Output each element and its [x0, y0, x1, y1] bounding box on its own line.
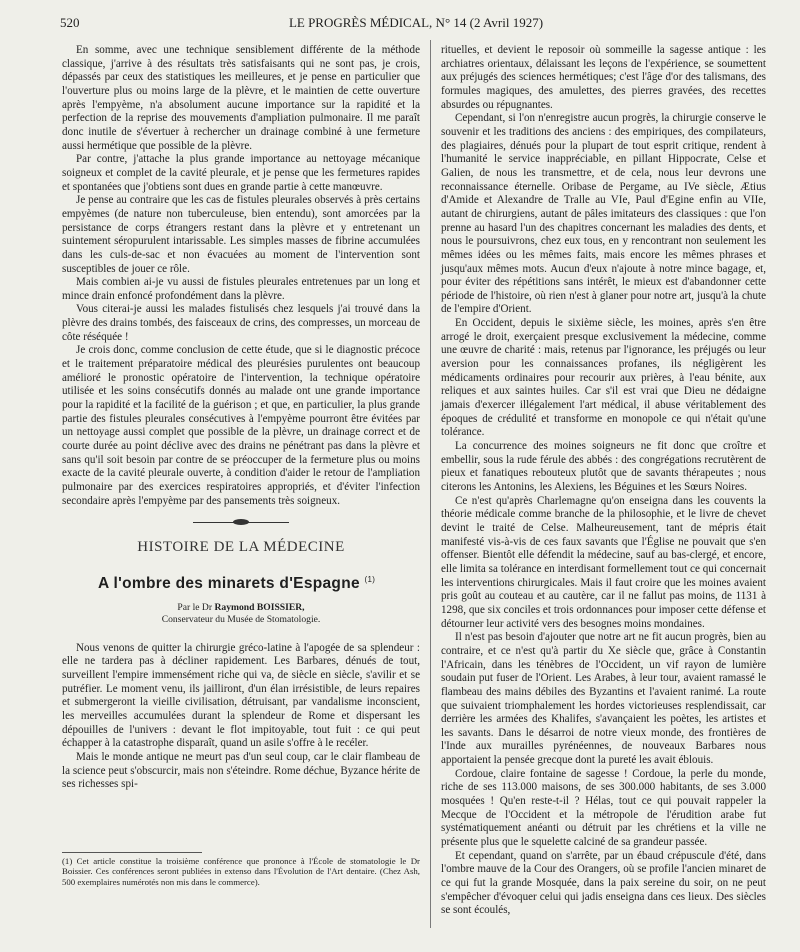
paragraph: Nous venons de quitter la chirurgie gréco-latine à l'apogée de sa splendeur : elle ne tardera pas à décliner rapidement. Les Barbares, dénués de tout, surveillent l'empire immensément riche qui va, de siècle en siècle, s'avilir et se putréfier. Le moment venu, ils jailliront, d'un élan irrésistible, de leurs repaires et submergeront la vieille civilisation, détruisant, par vandalisme inconscient, les merveilles accumulées durant la splendeur de Rome et dispersant les dépouilles de l'univers : devant le flot impitoyable, tout fuit : ce qui peut échapper à la catastrophe disparaît, quand un asile s'offre à le recéler.: [62, 641, 420, 750]
column-divider: [430, 40, 431, 928]
author-role: Conservateur du Musée de Stomatologie.: [161, 613, 321, 625]
paragraph: Par contre, j'attache la plus grande importance au nettoyage mécanique soigneux et complet de la cavité pleurale, et je pense que les fermetures rapides et spontanées que j'obtiens sont dues en grande partie à cette manœuvre.: [62, 153, 420, 193]
paragraph: Mais combien ai-je vu aussi de fistules pleurales entretenues par un long et mince drain enfoncé profondément dans la plèvre.: [62, 276, 420, 302]
running-title: LE PROGRÈS MÉDICAL, N° 14 (2 Avril 1927): [288, 15, 544, 30]
paragraph: Vous citerai-je aussi les malades fistulisés chez lesquels j'ai trouvé dans la plèvre des drains tombés, des faisceaux de crins, des compresses, un morceau de côte réséquée !: [62, 303, 420, 343]
paragraph: Et cependant, quand on s'arrête, par un ébaud crépuscule d'été, dans l'ombre mauve de la Cour des Orangers, où se profile l'ancien minaret de ce qui fut la grande Mosquée, dans la paix sereine du soir, on ne peut s'empêcher d'évoquer celui qui jadis enseigna dans ces lieux. Des siècles se sont écoulés,: [441, 849, 766, 917]
right-column: [441, 44, 766, 948]
paragraph: En somme, avec une technique sensiblement différente de la méthode classique, j'arrive à des résultats très satisfaisants qui ne sont pas, je crois, dépassés par ceux des statistiques les meilleures, et je pense en particulier que l'ouverture plus ou moins large de la plèvre, et le maintien de cette ouverture après l'empyème, n'a absolument aucune importance sur la rapidité et la perfection de la reprise des mouvements d'ampliation pulmonaire. Il me paraît donc inutile de s'évertuer à rechercher un drainage combiné à une fermeture aussi hermétique que possible de la plèvre.: [62, 44, 420, 152]
article-title: [62, 573, 420, 591]
footnote-rule: [62, 852, 202, 853]
running-header: [60, 15, 772, 31]
section-heading: HISTOIRE DE LA MÉDECINE: [137, 539, 345, 556]
page-number: 520: [60, 15, 80, 30]
paragraph: La concurrence des moines soigneurs ne fit donc que croître et embellir, sous la rude férule des abbés : des congrégations recrutèrent de pieux et fanatiques rebouteux plutôt que de savants thérapeutes ; nous citerons les Antonins, les Alexiens, les Béguines et les Sœurs Noires.: [441, 440, 766, 493]
paragraph: rituelles, et devient le reposoir où sommeille la sagesse antique : les archiatres orientaux, délaissant les leçons de l'expérience, se soumettent aux préjugés des sciences hermétiques; c'est l'âge d'or des talismans, des formules magiques, des amulettes, des pierres gravées, des recettes absurdes ou répugnantes.: [441, 44, 766, 111]
article-title-text: A l'ombre des minarets d'Espagne: [98, 575, 360, 593]
paragraph: Ce n'est qu'après Charlemagne qu'on enseigna dans les couvents la théorie médicale comme branche de la philosophie, et le livre de chevet devint le traité de Celse. Malheureusement, tant de mépris était manifesté vis-à-vis de ces faux savants que l'Église ne pouvait que s'en offenser. Bientôt elle défendit la médecine, sauf au bas-clergé, et encore, elle limita sa tolérance en interdisant formellement tout ce qui concernait les interventions chirurgicales. Mais il faut croire que les moines avaient pris goût au couteau et au cautère, car il ne fallut pas moins, de 1131 à 1298, que six conciles et trois ordonnances pour imposer cette défense et détourner leur activité vers des besognes moins mondaines.: [441, 494, 766, 630]
paragraph: En Occident, depuis le sixième siècle, les moines, après s'en être arrogé le droit, exerçaient presque exclusivement la médecine, comme une œuvre de charité : mais, retenus par l'ignorance, les préjugés ou leur aversion pour les connaissances profanes, ils négligèrent les médicaments ordinaires pour recourir aux prières, à l'eau bénite, aux reliques et aux saintes huiles. Car s'il est vrai que Dieu ne dédaigne jamais d'exercer illégalement l'art médical, il abuse véritablement des époques de crédulité et transforme en monopole ce qui n'était qu'une tolérance.: [441, 317, 766, 439]
section-ornament: [62, 516, 420, 528]
paragraph: Cordoue, claire fontaine de sagesse ! Cordoue, la perle du monde, riche de ses 113.000 maisons, de ses 300.000 habitants, de ses 3.000 mosquées ! Qu'en reste-t-il ? Hélas, tout ce qui pouvait rappeler la Mecque de l'Occident et la métropole de l'érudition arabe fut systématiquement anéanti ou détruit par les chrétiens et la ville ne présente plus que le squelette calciné de sa grandeur passée.: [441, 767, 766, 849]
footnote-marker: (1): [364, 574, 376, 584]
footnote: (1) Cet article constitue la troisième conférence que prononce à l'École de stomatologie le Dr Boissier. Ces conférences seront publiées in extenso dans l'Évolution de l'Art dentaire. (Chez Ash, 500 exemplaires numérotés non mis dans le commerce).: [62, 856, 420, 887]
paragraph: Il n'est pas besoin d'ajouter que notre art ne fit aucun progrès, bien au contraire, et ce n'est qu'à partir du Xe siècle que, grâce à Constantin l'Africain, dans les ténèbres de l'Occident, un vif rayon de lumière soudain put fuser de l'Orient. Les Arabes, à leur tour, avaient ramassé le flambeau des mains débiles des Byzantins et l'avaient ranimé. La route que suivaient triomphalement les hordes victorieuses resplendissait, car derrière les armées des Khalifes, s'avançaient les poètes, les artistes et les savants. Dans le désarroi de notre vieux monde, des frontières de l'Inde aux murailles pyrénéennes, de nouveaux Barbares nous apportaient la pensée grecque dont la pureté les avait éblouis.: [441, 631, 766, 767]
left-column: [62, 44, 420, 924]
author-name: Raymond BOISSIER,: [214, 601, 305, 613]
paragraph: Cependant, si l'on n'enregistre aucun progrès, la chirurgie conserve le souvenir et les traditions des anciens : des empiriques, des compilateurs, des plagiaires, dénués pour la plupart de tout esprit critique, rendent à l'humanité le service inappréciable, en pillant Hippocrate, Celse et Galien, de nous les transmettre, et de cela, nous leur devrons une reconnaissance éternelle. Oribase de Pergame, au IVe siècle, Ætius d'Amide et Alexandre de Tralle au VIe, Paul d'Egine enfin au VIIe, autant de chirurgiens, autant de pâles imitateurs des classiques : que l'on prenne au hasard l'un des chapitres concernant les maladies des dents, et nous le poursuivrons, chez eux tous, en y rencontrant non seulement les mêmes idées ou les mêmes faits, mais encore les mêmes phrases et jusqu'aux mêmes mots. Aucun d'eux n'ajoute à notre mince bagage, et, pour éviter des répétitions sans intérêt, le mieux est d'abandonner cette période de l'histoire, où rien n'est à glaner pour notre art, jusqu'à la chute de l'empire d'Orient.: [441, 112, 766, 316]
paragraph: Je crois donc, comme conclusion de cette étude, que si le diagnostic précoce et le traitement préparatoire médical des pleurésies purulentes ont beaucoup amélioré le pronostic opératoire de l'intervention, la technique opératoire utilisée et les soins consécutifs donnés au malade ont une grande importance pour la rapidité et la facilité de la guérison ; et que, en particulier, la plus grande partie des fistules pleurales consécutives à l'empyème pourront être évitées par un nettoyage aussi complet que possible de la plèvre, un drainage correct et de courte durée au point déclive avec des drains ne pénétrant pas dans la plèvre et sans qu'il soit besoin par contre de se préoccuper de la fermeture plus ou moins exacte de la cavité pleurale ouverte, à condition d'aider le retour de l'ampliation pulmonaire par des exercices respiratoires appropriés, et d'éviter l'infection secondaire après l'empyème par des pansements très soigneux.: [62, 344, 420, 507]
byline: [62, 602, 420, 614]
paragraph: Je pense au contraire que les cas de fistules pleurales observés à près certains empyèmes (de nature non tuberculeuse, bien entendu), sont amorcées par la persistance de corps étrangers restant dans la plèvre et y entretenant un suintement séropurulent intarissable. Les simples masses de fibrine accumulées dans les culs-de-sac et non évacuées au moment de l'intervention sont susceptibles de jouer ce rôle.: [62, 194, 420, 275]
byline-prefix: Par le Dr: [177, 601, 213, 613]
paragraph: Mais le monde antique ne meurt pas d'un seul coup, car le clair flambeau de la science peut s'obscurcir, mais non s'éteindre. Rome déchue, Byzance hérite de ses richesses spi-: [62, 751, 420, 791]
footnote-block: [62, 852, 420, 887]
